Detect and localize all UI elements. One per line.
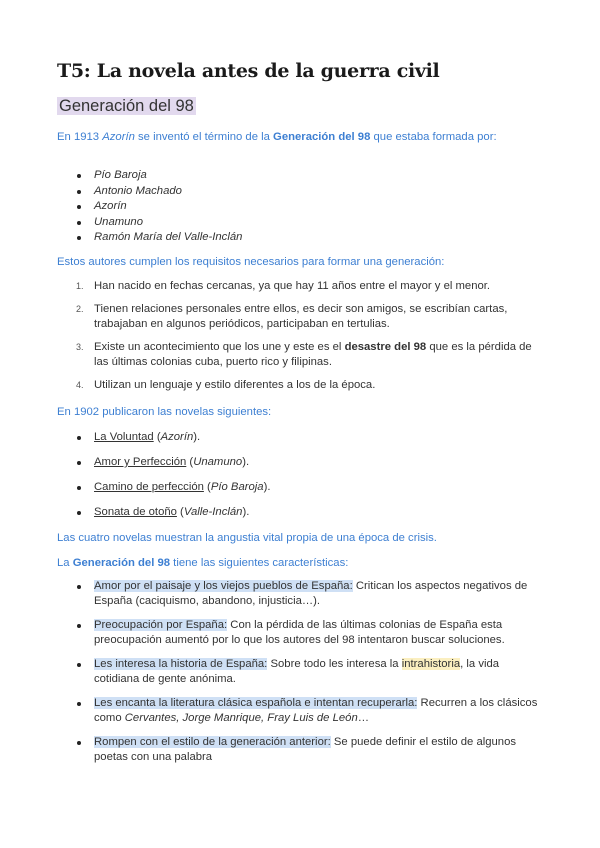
- caract-item: [57, 696, 547, 726]
- intro-paragraph: [57, 130, 547, 145]
- caract-intro-text: La: [57, 557, 73, 569]
- requisito-item: [57, 378, 547, 393]
- caract-body: …: [357, 712, 370, 724]
- caract-intro-text: tiene las siguientes características:: [170, 557, 349, 569]
- novels-intro: En 1902 publicaron las novelas siguientes:: [57, 406, 272, 418]
- novel-title: Camino de perfección: [94, 481, 204, 493]
- requisito-text: que es la pérdida de las últimas colonias cuba, puerto rico y filipinas.: [94, 341, 532, 368]
- intro-azorin: Azorín: [102, 131, 135, 143]
- requisito-item: [57, 279, 547, 294]
- section-heading-text: Generación del 98: [59, 97, 194, 115]
- caract-intro-gen98: Generación del 98: [72, 557, 171, 569]
- caract-head: Preocupación por España:: [94, 619, 228, 631]
- novel-author: Pío Baroja: [210, 481, 264, 493]
- requisito-item: [57, 340, 547, 370]
- requisito-number: 4.: [76, 380, 84, 390]
- requisito-text: Utilizan un lenguaje y estilo diferentes a los de la época.: [94, 379, 376, 391]
- requisito-number: 2.: [76, 304, 84, 314]
- requisito-number: 3.: [76, 342, 84, 352]
- novel-title: Amor y Perfección: [94, 456, 187, 468]
- caract-body: Se puede definir el estilo de algunos poetas con una palabra: [94, 736, 517, 763]
- caract-body: , la vida cotidiana de gente anónima.: [94, 658, 500, 685]
- authors-list: [57, 168, 547, 246]
- novel-author: Valle-Inclán: [183, 506, 243, 518]
- requisito-bold: desastre del 98: [344, 341, 427, 353]
- novel-item: Camino de perfección (Pío Baroja).: [57, 480, 547, 495]
- intro-text-3: que estaba formada por:: [370, 131, 497, 143]
- requisitos-intro: Estos autores cumplen los requisitos necesarios para formar una generación:: [57, 256, 445, 268]
- caract-intrahistoria: intrahistoria: [401, 658, 461, 670]
- caract-list: [57, 579, 547, 765]
- novel-author: Azorín: [160, 431, 194, 443]
- section-heading: [57, 97, 196, 116]
- novel-item: Sonata de otoño (Valle-Inclán).: [57, 505, 547, 520]
- author-item: Unamuno: [57, 215, 547, 231]
- requisito-text: Tienen relaciones personales entre ellos, es decir son amigos, se escribían cartas, trabajaban en algunos periódicos, participaban en tertulias.: [94, 303, 508, 330]
- novel-author: Unamuno: [193, 456, 243, 468]
- requisito-text: Existe un acontecimiento que los une y este es el: [94, 341, 345, 353]
- caract-intro: [57, 556, 547, 571]
- novel-item: La Voluntad (Azorín).: [57, 430, 547, 445]
- novels-list: [57, 430, 547, 520]
- author-item: Ramón María del Valle-Inclán: [57, 230, 547, 246]
- novel-title: La Voluntad: [94, 431, 154, 443]
- caract-item: [57, 618, 547, 648]
- caract-body: Recurren a los clásicos como: [94, 697, 538, 724]
- intro-text-2: se inventó el término de la: [134, 131, 274, 143]
- caract-item: [57, 735, 547, 765]
- caract-head: Rompen con el estilo de la generación anterior:: [94, 736, 331, 748]
- novels-summary: Las cuatro novelas muestran la angustia vital propia de una época de crisis.: [57, 532, 437, 544]
- caract-body: Sobre todo les interesa la: [267, 658, 402, 670]
- requisito-item: [57, 302, 547, 332]
- caract-head: Les interesa la historia de España:: [94, 658, 268, 670]
- requisitos-list: [57, 279, 547, 393]
- caract-names: Cervantes, Jorge Manrique, Fray Luis de León: [124, 712, 358, 724]
- caract-item: [57, 579, 547, 609]
- document-title: T5: La novela antes de la guerra civil: [57, 60, 440, 82]
- requisito-number: 1.: [76, 281, 84, 291]
- caract-head: Les encanta la literatura clásica española e intentan recuperarla:: [94, 697, 418, 709]
- caract-body: Con la pérdida de las últimas colonias de España esta preocupación aumentó por lo que los autores del 98 intentaron buscar soluciones.: [94, 619, 505, 646]
- caract-body: Critican los aspectos negativos de España (caciquismo, abandono, injusticia…).: [94, 580, 528, 607]
- author-item: Azorín: [57, 199, 547, 215]
- author-item: Antonio Machado: [57, 184, 547, 200]
- caract-item: [57, 657, 547, 687]
- author-item: Pío Baroja: [57, 168, 547, 184]
- novel-item: Amor y Perfección (Unamuno).: [57, 455, 547, 470]
- requisito-text: Han nacido en fechas cercanas, ya que hay 11 años entre el mayor y el menor.: [94, 280, 491, 292]
- caract-head: Amor por el paisaje y los viejos pueblos de España:: [94, 580, 353, 592]
- intro-gen98: Generación del 98: [273, 131, 371, 143]
- intro-text-1: En 1913: [57, 131, 103, 143]
- novel-title: Sonata de otoño: [94, 506, 177, 518]
